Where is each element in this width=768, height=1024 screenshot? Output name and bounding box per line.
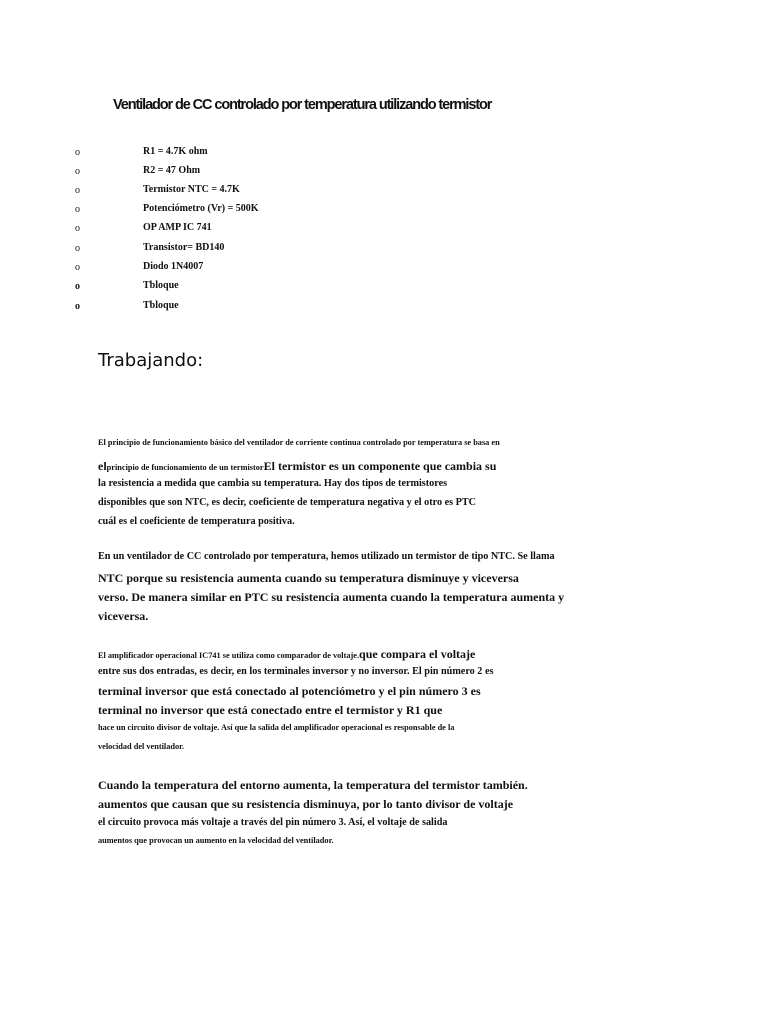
part-text: Tbloque	[143, 280, 179, 291]
paragraph-line: terminal inversor que está conectado al potenciómetro y el pin número 3 es	[98, 684, 481, 698]
part-text: Termistor NTC = 4.7K	[143, 184, 240, 195]
paragraph-line: hace un circuito divisor de voltaje. Así que la salida del amplificador operacional es responsable de la	[98, 723, 455, 732]
paragraph-line: terminal no inversor que está conectado entre el termistor y R1 que	[98, 703, 443, 717]
part-text: Diodo 1N4007	[143, 261, 204, 272]
list-item	[0, 146, 400, 162]
paragraph-line: Cuando la temperatura del entorno aumenta, la temperatura del termistor también.	[98, 778, 528, 792]
bullet-icon: o	[75, 281, 80, 292]
list-item	[0, 300, 400, 316]
bullet-icon: o	[75, 185, 80, 196]
part-text: Transistor= BD140	[143, 242, 225, 253]
bullet-icon: o	[75, 223, 80, 234]
document-title: Ventilador de CC controlado por temperatura utilizando termistor	[113, 97, 492, 113]
bullet-icon: o	[75, 166, 80, 177]
part-text: R1 = 4.7K ohm	[143, 146, 208, 157]
part-text: Potenciómetro (Vr) = 500K	[143, 203, 259, 214]
paragraph-line: El amplificador operacional IC741 se utiliza como comparador de voltaje.que compara el voltaje	[98, 647, 476, 661]
paragraph-line: elprincipio de funcionamiento de un termistorEl termistor es un componente que cambia su	[98, 459, 497, 473]
section-heading: Trabajando:	[98, 350, 204, 371]
paragraph-line: En un ventilador de CC controlado por temperatura, hemos utilizado un termistor de tipo NTC. Se llama	[98, 551, 555, 562]
bullet-icon: o	[75, 147, 80, 158]
paragraph-line: NTC porque su resistencia aumenta cuando su temperatura disminuye y viceversa	[98, 571, 519, 585]
list-item	[0, 203, 400, 219]
list-item	[0, 280, 400, 296]
paragraph-line: aumentos que causan que su resistencia disminuya, por lo tanto divisor de voltaje	[98, 797, 514, 811]
paragraph-line: velocidad del ventilador.	[98, 742, 185, 751]
part-text: R2 = 47 Ohm	[143, 165, 201, 176]
paragraph-line: verso. De manera similar en PTC su resistencia aumenta cuando la temperatura aumenta y	[98, 590, 565, 604]
bullet-icon: o	[75, 204, 80, 215]
paragraph-line: entre sus dos entradas, es decir, en los terminales inversor y no inversor. El pin número 2 es	[98, 666, 494, 677]
paragraph-line: la resistencia a medida que cambia su temperatura. Hay dos tipos de termistores	[98, 478, 448, 489]
paragraph-line: viceversa.	[98, 609, 149, 623]
paragraph-line: aumentos que provocan un aumento en la velocidad del ventilador.	[98, 836, 334, 845]
paragraph-line: disponibles que son NTC, es decir, coeficiente de temperatura negativa y el otro es PTC	[98, 497, 477, 508]
bullet-icon: o	[75, 301, 80, 312]
list-item	[0, 165, 400, 181]
list-item	[0, 222, 400, 238]
paragraph-line: cuál es el coeficiente de temperatura positiva.	[98, 516, 295, 527]
bullet-icon: o	[75, 262, 80, 273]
paragraph-line: El principio de funcionamiento básico del ventilador de corriente continua controlado por temperatura se basa en	[98, 438, 500, 447]
list-item	[0, 184, 400, 200]
paragraph-line: el circuito provoca más voltaje a través del pin número 3. Así, el voltaje de salida	[98, 817, 448, 828]
part-text: OP AMP IC 741	[143, 222, 212, 233]
list-item	[0, 261, 400, 277]
list-item	[0, 242, 400, 258]
part-text: Tbloque	[143, 300, 179, 311]
bullet-icon: o	[75, 243, 80, 254]
